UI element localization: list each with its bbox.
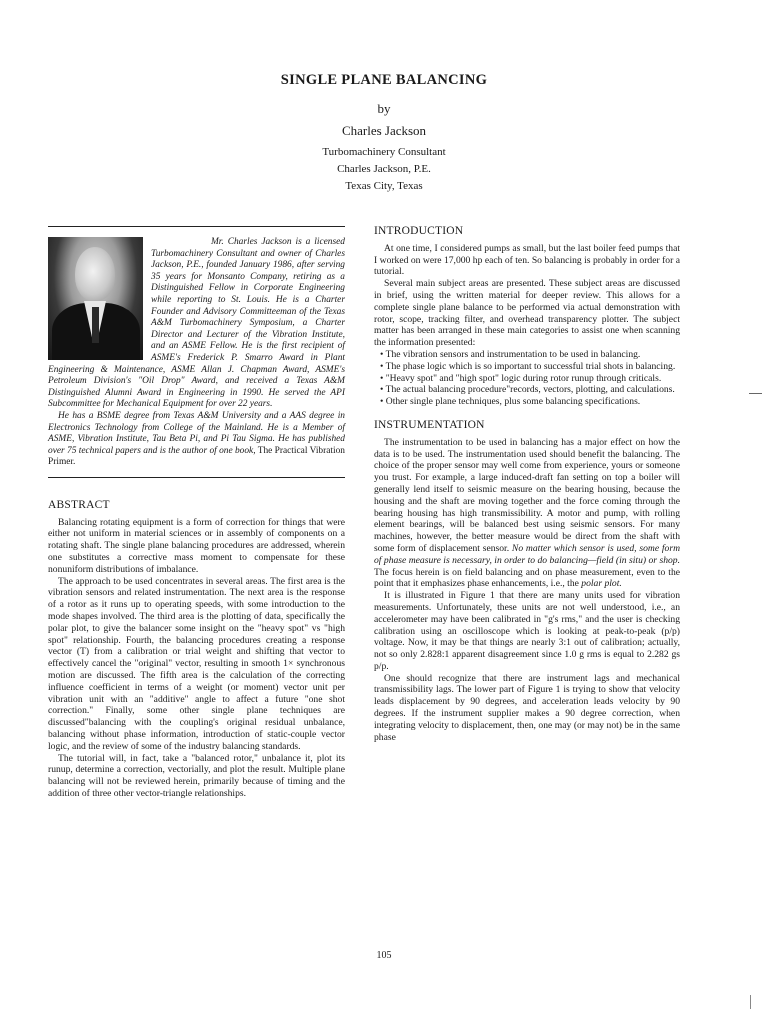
introduction-bullet-3: • "Heavy spot" and "high spot" logic during rotor runup through criticals. (374, 373, 680, 385)
bio-paragraph-1: Mr. Charles Jackson is a licensed Turbomachinery Consultant and owner of Charles Jackson, P.E., founded January 1986, after serving 35 years for Monsanto Company, retiring as a Distinguished Fellow in Corporate Engineering while reporting to St. Louis. He is a Charter Founder and Advisory Committeeman of the Texas A&M Turbomachinery Symposium, a Charter Director and Lecturer of the Vibration Institute, and an ASME Fellow. He is the first recipient of ASME's Frederick P. Smarro Award in Plant Engineering & Maintenance, ASME Allan J. Chapman Award, ASME's Petroleum Division's "Oil Drop" Award, and received a Texas A&M Distinguished Alumni Award in Engineering in 1990. He served the API Subcommittee for Mechanical Equipment for over 22 years. (48, 237, 345, 410)
affiliation-line-1: Turbomachinery Consultant (322, 146, 446, 158)
bio-bottom-rule (48, 477, 345, 478)
instrumentation-section (374, 420, 680, 744)
instrumentation-p1-italic: No matter which sensor is used, some form of phase measure is necessary, in order to do balancing—field (in situ) or shop. (374, 542, 681, 566)
author-bio (48, 237, 345, 469)
instrumentation-p1-text-b: The focus herein is on field balancing and on phase measurement, even to the point that it emphasizes phase enhancements, i.e., the (374, 566, 680, 590)
introduction-heading: INTRODUCTION (374, 225, 464, 237)
introduction-section (374, 226, 680, 408)
margin-dash-mark (749, 393, 762, 394)
abstract-paragraph-1: Balancing rotating equipment is a form of correction for things that were either not uniform in material sciences or in assembly of components on a rotating shaft. The single plane balancing procedures are addressed, wherein one substitutes a corrective mass moment to compensate for these nonuniform distributions of imbalance. (48, 516, 345, 575)
abstract-section (48, 500, 345, 800)
paper-title: SINGLE PLANE BALANCING (280, 72, 488, 88)
affiliation-line-2: Charles Jackson, P.E. (337, 163, 431, 175)
introduction-paragraph-2: Several main subject areas are presented. These subject areas are discussed in brief, using the written material for deeper review. This allows for a complete single plane balance to be performed via actual demonstration with rotor, scope, tracking filter, and overhead transparency plotter. The subject matter has been arranged in these main categories to assist one when scanning the information presented: (374, 278, 680, 349)
abstract-paragraph-3: The tutorial will, in fact, take a "balanced rotor," unbalance it, plot its runup, determine a correction, vectorially, and plot the result. Multiple plane balancing will not be reviewed herein, primarily because of timing and the addition of three other vector-triangle relationships. (48, 752, 345, 799)
left-column (48, 226, 345, 800)
page-number: 105 (376, 950, 392, 961)
bio-paragraph-2 (48, 411, 345, 469)
author-name: Charles Jackson (341, 123, 427, 138)
portrait-face-shape (75, 247, 115, 301)
abstract-heading: ABSTRACT (48, 498, 110, 511)
instrumentation-heading: INSTRUMENTATION (374, 418, 485, 431)
abstract-paragraph-2: The approach to be used concentrates in several areas. The first area is the vibration sensors and related instrumentation. The next area is the response of a rotor as it runs up to operating speeds, with some introduction to the mode shapes involved. The third area is the plotting of data, specifically the polar plot, to give the balancer some insight on the "heavy spot" vs "high spot" relationship. Fourth, the balancing procedures creating a response vector (T) from a calibration or trial weight and shifting that vector to effectively cancel the "original" vector, resulting in smooth 1× synchronous motion are discussed. The fifth area is the calculation of the correcting influence coefficient in terms of a weight (or moment) vector unit per vibration unit with an "additive" angle to affect a future "one shot correction." Finally, some other single plane techniques are discussed"balancing with the coupling's original residual unbalance, balancing without phase information, introduction of static-couple vector logic, and the review of some of the industry balancing standards. (48, 575, 345, 752)
bio-book-title: The Practical Vibration Primer. (48, 445, 345, 468)
author-affiliation (0, 144, 768, 195)
title-block (0, 72, 768, 195)
instrumentation-p1-text-a: The instrumentation to be used in balancing has a major effect on how the data is to be used. The instrumentation used should benefit the balancing. The choice of the proper sensor may well come from experience, yours or someone you trust. For example, a large induced-draft fan setting on top a boiler will generally lend itself to seismic measure on the bearing housing, because the housing and the shaft are moving together and the force coming through the bearing housing has high transmissibility. A motor and pump, with rolling element bearings, will be balanced best using seismic sensors. For many machines, however, the better measure would be direct from the shaft with some form of displacement sensor. (374, 436, 680, 554)
edge-scan-mark (750, 995, 757, 1009)
introduction-bullet-1: • The vibration sensors and instrumentation to be used in balancing. (374, 349, 680, 361)
introduction-bullet-4: • The actual balancing procedure"records, vectors, plotting, and calculations. (374, 384, 680, 396)
instrumentation-paragraph-3: One should recognize that there are instrument lags and mechanical transmissibility lags. The lower part of Figure 1 is trying to show that velocity leads displacement by 90 degrees, and acceleration leads velocity by 90 degrees. If the instrument supplier makes a 90 degree correction, when integrating velocity to displacement, then, one may (or may not) be in the same phase (374, 672, 680, 743)
instrumentation-paragraph-1 (374, 437, 680, 590)
introduction-bullet-5: • Other single plane techniques, plus some balancing specifications. (374, 396, 680, 408)
portrait-tie-shape (92, 307, 99, 343)
introduction-paragraph-1: At one time, I considered pumps as small, but the last boiler feed pumps that I worked on were 17,000 hp each of ten. So balancing is probably in order for a tutorial. (374, 242, 680, 278)
author-portrait (48, 237, 143, 360)
bio-top-rule (48, 226, 345, 227)
instrumentation-p1-polar-plot: polar plot. (578, 578, 622, 590)
affiliation-line-3: Texas City, Texas (345, 180, 423, 192)
instrumentation-paragraph-2: It is illustrated in Figure 1 that there are many units used for vibration measurements. Unfortunately, these units are not well understood, i.e., an accelerometer may have been calibrated in "g's rms," and the user is checking calibration using an oscilloscope which is looking at peak-to-peak (p/p) voltage. Now, it may be that things are nearly 3:1 out of calibration; actually, not so only 2.828:1 apparent disagreement since 1.0 g rms is equal to 2.282 gs p/p. (374, 590, 680, 672)
right-column (374, 226, 680, 743)
introduction-bullet-2: • The phase logic which is so important to successful trial shots in balancing. (374, 361, 680, 373)
bio-paragraph-2-text: He has a BSME degree from Texas A&M University and a AAS degree in Electronics Technology from College of the Mainland. He is a Member of ASME, Vibration Institute, Tau Beta Pi, and Pi Tau Sigma. He has published over 75 technical papers and is the author of one book, (48, 410, 345, 456)
byline: by (377, 101, 391, 116)
